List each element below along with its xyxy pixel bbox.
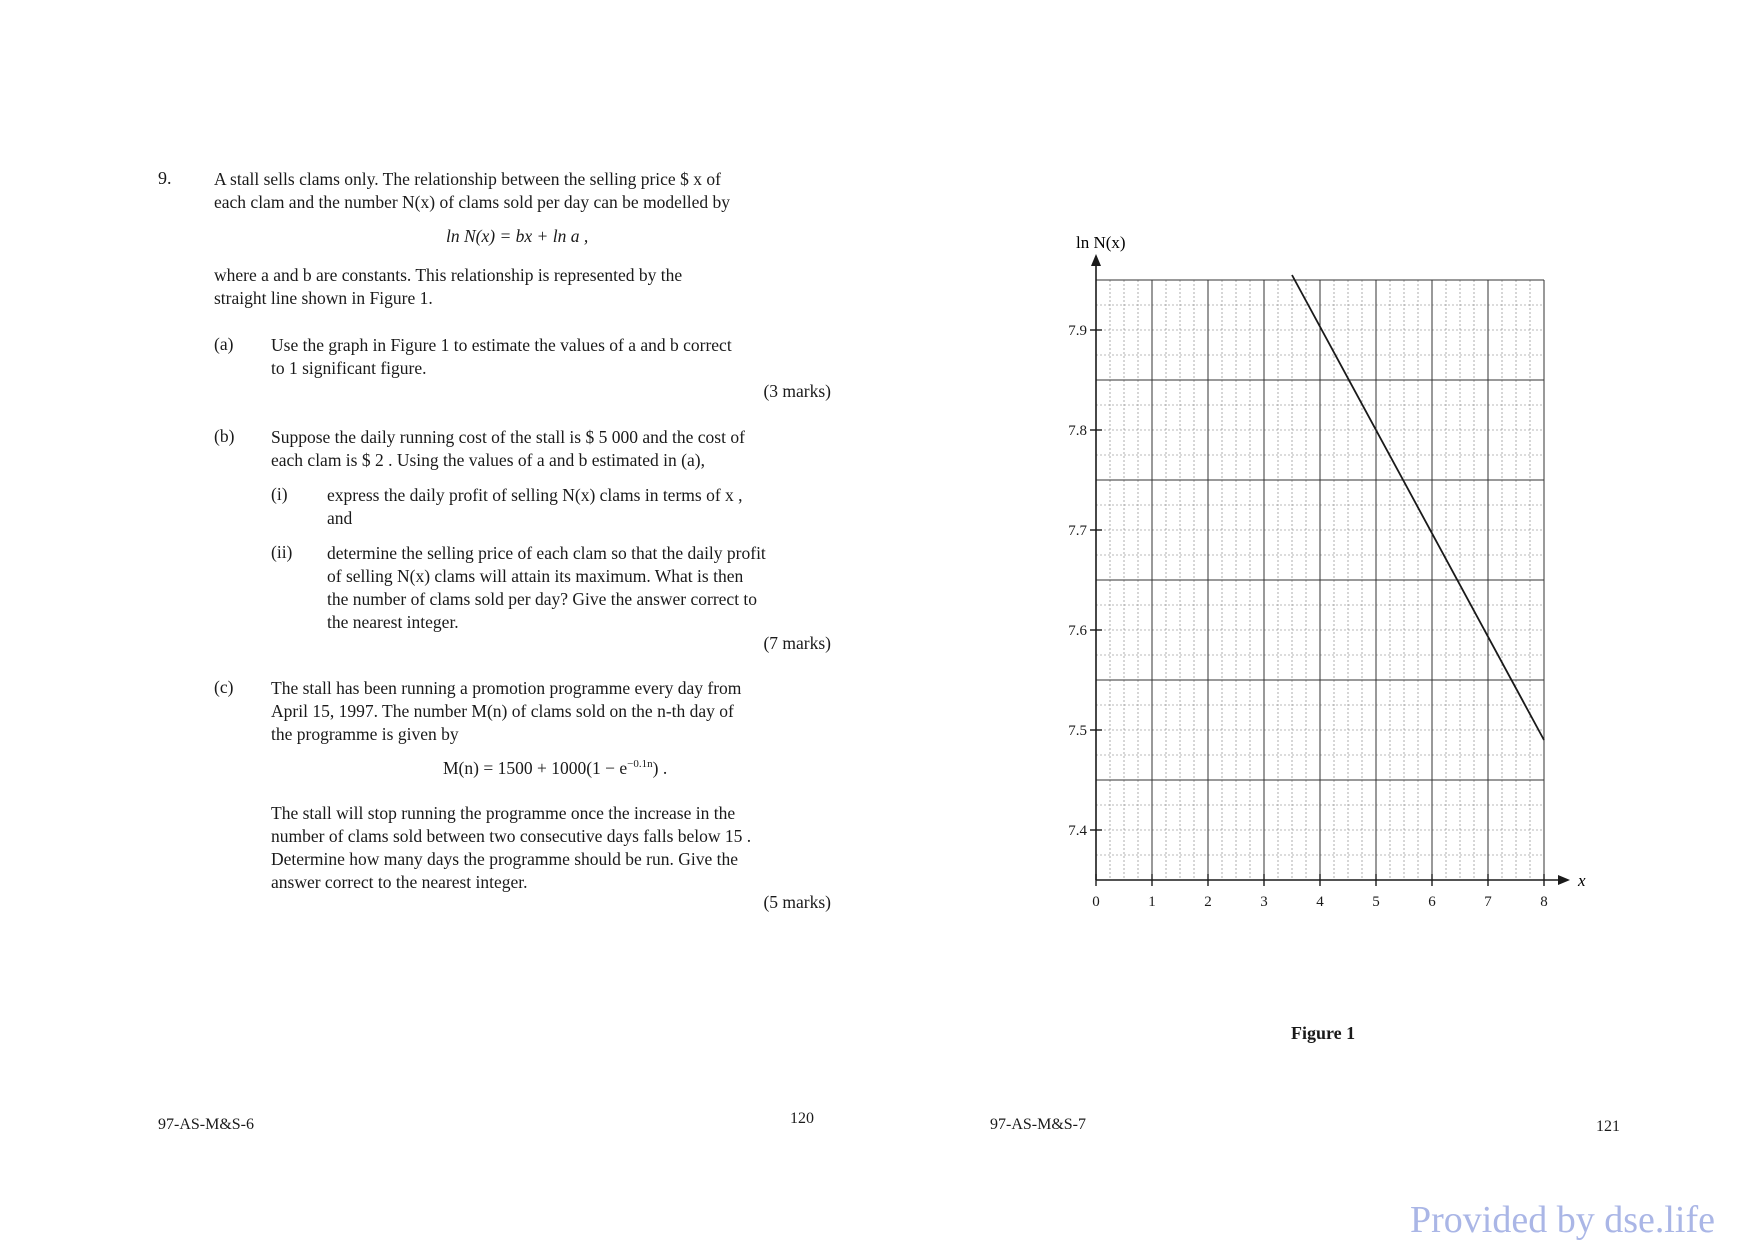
part-a-line: to 1 significant figure. (271, 358, 427, 378)
part-c-line: number of clams sold between two consecutive days falls below 15 . (271, 826, 752, 846)
part-b-i-label: (i) (271, 484, 288, 504)
part-c-line: answer correct to the nearest integer. (271, 872, 528, 892)
x-tick-label: 2 (1204, 894, 1212, 910)
y-axis-label: ln N(x) (1076, 233, 1126, 252)
intro-line: A stall sells clams only. The relationship between the selling price $ x of (214, 169, 721, 189)
y-tick-label: 7.5 (1068, 723, 1087, 739)
part-a-line: Use the graph in Figure 1 to estimate the values of a and b correct (271, 335, 732, 355)
where-line: straight line shown in Figure 1. (214, 288, 433, 308)
part-b-line: each clam is $ 2 . Using the values of a and b estimated in (a), (271, 450, 705, 470)
watermark: Provided by dse.life (1410, 1199, 1716, 1241)
left-page (0, 0, 876, 1245)
equation-exponent: −0.1n (627, 758, 653, 771)
intro-line: each clam and the number N(x) of clams sold per day can be modelled by (214, 192, 731, 212)
part-b-ii-text (327, 542, 766, 634)
x-axis-arrow (1558, 875, 1570, 885)
part-b-line: Suppose the daily running cost of the stall is $ 5 000 and the cost of (271, 427, 745, 447)
part-b-ii-line: the nearest integer. (327, 612, 459, 632)
part-b-i-text (327, 484, 743, 530)
part-c-text-2 (271, 802, 751, 894)
part-b-label: (b) (214, 426, 235, 446)
footer-right-code: 97-AS-M&S-7 (990, 1116, 1087, 1133)
part-b-ii-line: of selling N(x) clams will attain its maximum. What is then (327, 566, 744, 586)
x-tick-label: 7 (1484, 894, 1492, 910)
part-a-marks: (3 marks) (763, 381, 831, 401)
x-tick-label: 6 (1428, 894, 1436, 910)
y-tick-label: 7.7 (1068, 523, 1087, 539)
part-c-line: the programme is given by (271, 724, 459, 744)
figure-caption: Figure 1 (1291, 1023, 1356, 1043)
part-b-ii-line: the number of clams sold per day? Give the answer correct to (327, 589, 758, 609)
part-c-line: Determine how many days the programme should be run. Give the (271, 849, 739, 869)
model-equation: ln N(x) = bx + ln a , (446, 226, 589, 246)
y-tick-label: 7.9 (1068, 323, 1087, 339)
part-b-i-line: express the daily profit of selling N(x) clams in terms of x , (327, 485, 743, 505)
part-b-ii-label: (ii) (271, 542, 293, 562)
part-b-i-line: and (327, 508, 353, 528)
footer-right-page: 121 (1596, 1118, 1620, 1135)
footer-left-page: 120 (790, 1110, 814, 1127)
equation-main: M(n) = 1500 + 1000(1 − e (443, 758, 628, 778)
part-b-text (271, 426, 745, 472)
major-grid (1096, 280, 1544, 880)
question-where (214, 264, 682, 310)
promotion-equation (443, 758, 667, 779)
question-intro (214, 168, 730, 214)
footer-left-code: 97-AS-M&S-6 (158, 1116, 255, 1133)
axes (1091, 254, 1570, 885)
part-c-line: The stall will stop running the programme once the increase in the (271, 803, 736, 823)
y-tick-label: 7.4 (1068, 823, 1087, 839)
part-c-text (271, 677, 741, 746)
x-axis-label: x (1578, 871, 1586, 890)
question-number: 9. (158, 168, 172, 188)
equation-end: ) . (652, 758, 668, 778)
x-tick-label: 5 (1372, 894, 1380, 910)
x-tick-label: 4 (1316, 894, 1324, 910)
y-tick-label: 7.6 (1068, 623, 1087, 639)
x-tick-label: 3 (1260, 894, 1268, 910)
x-tick-label: 1 (1148, 894, 1156, 910)
part-a-text (271, 334, 732, 380)
x-tick-label: 0 (1092, 894, 1100, 910)
part-c-marks: (5 marks) (763, 892, 831, 912)
part-b-marks: (7 marks) (763, 633, 831, 653)
figure-1-chart (1040, 233, 1600, 1010)
ticks (1068, 323, 1548, 910)
part-c-line: The stall has been running a promotion programme every day from (271, 678, 742, 698)
y-tick-label: 7.8 (1068, 423, 1087, 439)
part-c-label: (c) (214, 677, 234, 697)
where-line: where a and b are constants. This relationship is represented by the (214, 265, 683, 285)
x-tick-label: 8 (1540, 894, 1548, 910)
part-b-ii-line: determine the selling price of each clam so that the daily profit (327, 543, 766, 563)
part-a-label: (a) (214, 334, 234, 354)
part-c-line: April 15, 1997. The number M(n) of clams sold on the n-th day of (271, 701, 734, 721)
